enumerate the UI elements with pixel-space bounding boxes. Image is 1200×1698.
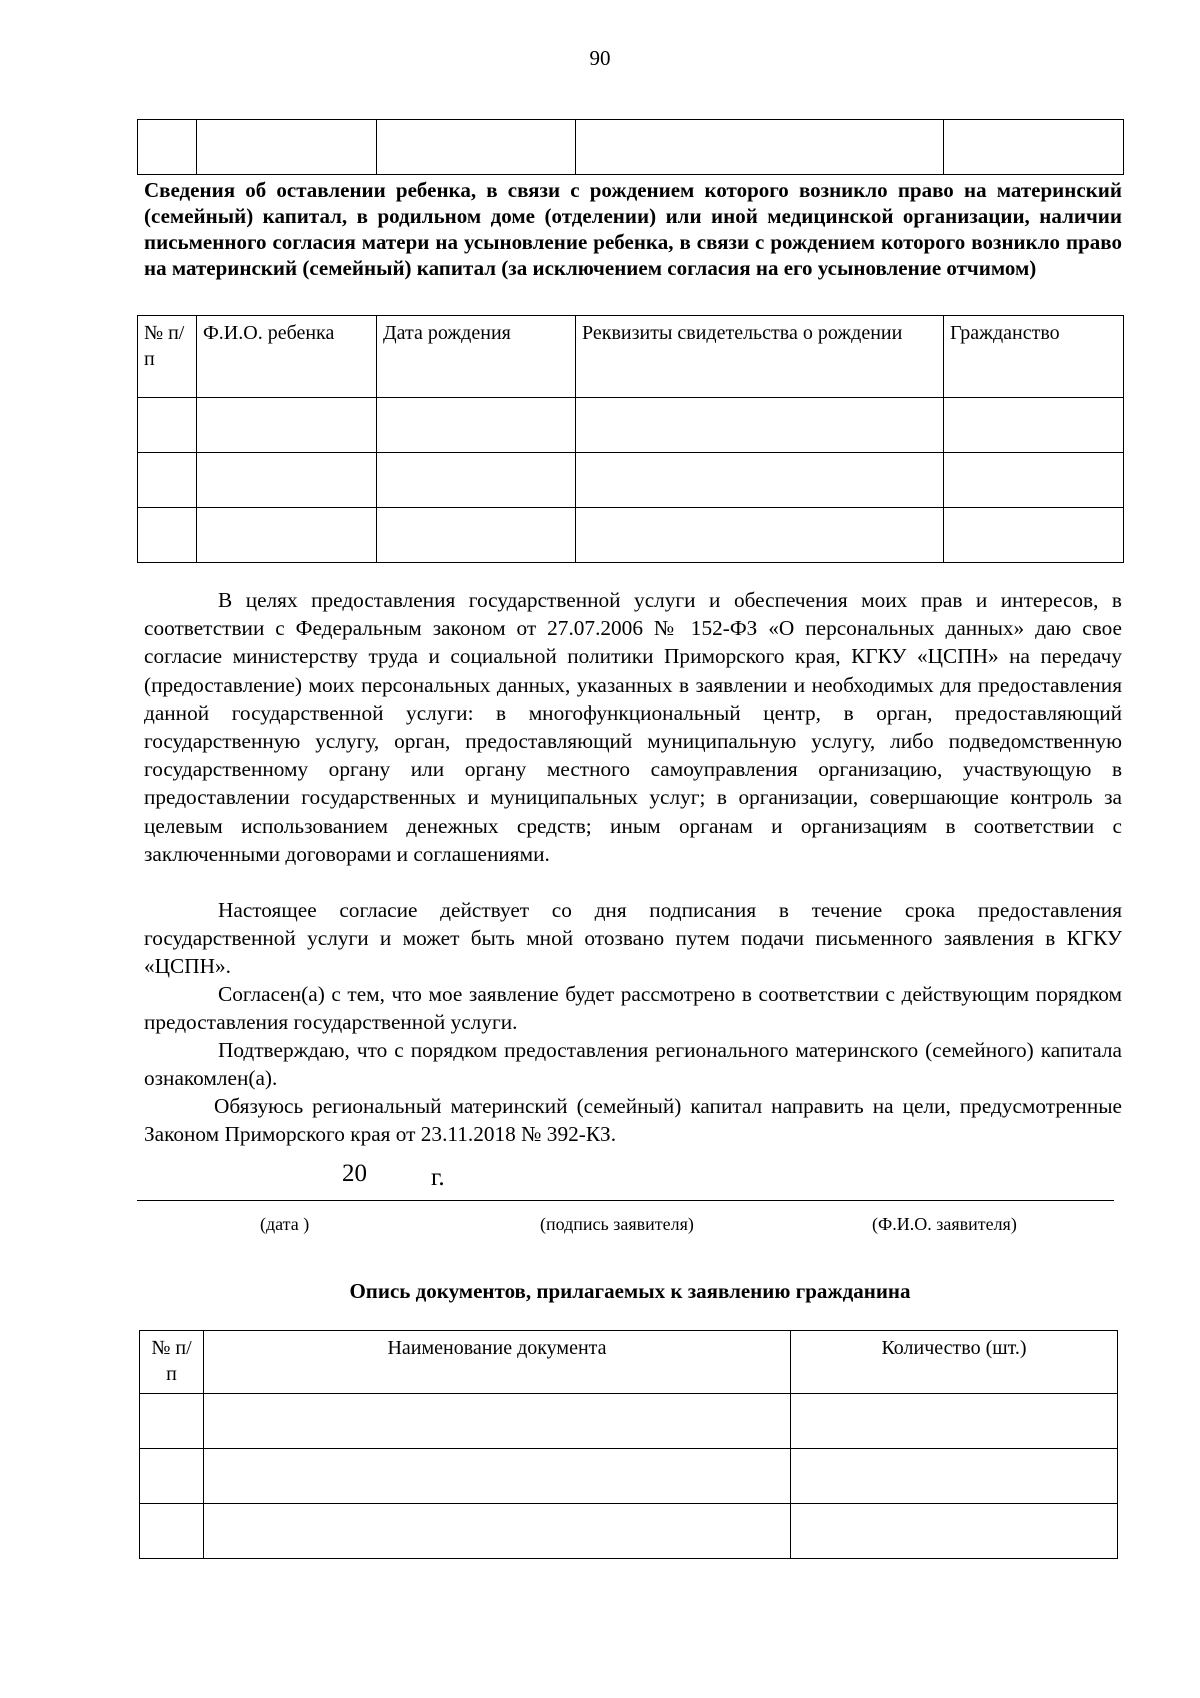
- table-cell: [377, 508, 576, 563]
- table-cell: [944, 453, 1124, 508]
- table-row: [140, 1449, 1118, 1504]
- table-cell: [576, 398, 944, 453]
- date-label: (дата ): [260, 1214, 310, 1234]
- table-cell: [138, 453, 197, 508]
- column-header-number: № п/п: [140, 1331, 204, 1394]
- table-cell: [944, 120, 1124, 175]
- acknowledgement-paragraph: Подтверждаю, что с порядком предоставления регионального материнского (семейного) капитала ознакомлен(а).: [144, 1038, 1122, 1091]
- table-row: [138, 120, 1124, 175]
- inventory-table: [139, 1330, 1118, 1559]
- table-cell: [576, 453, 944, 508]
- column-header-quantity: Количество (шт.): [791, 1331, 1118, 1394]
- column-header-birth-certificate: Реквизиты свидетельства о рождении: [576, 316, 944, 398]
- column-header-number: № п/п: [138, 316, 197, 398]
- signature-line: [137, 1200, 1114, 1201]
- table-row: [138, 508, 1124, 563]
- year-prefix: 20: [342, 1160, 367, 1187]
- table-cell: [140, 1504, 204, 1559]
- table-cell: [197, 508, 377, 563]
- table-cell: [377, 453, 576, 508]
- table-cell: [197, 398, 377, 453]
- table-cell: [197, 120, 377, 175]
- column-header-citizenship: Гражданство: [944, 316, 1124, 398]
- table-cell: [138, 398, 197, 453]
- column-header-document-name: Наименование документа: [204, 1331, 791, 1394]
- signature-label: (подпись заявителя): [540, 1214, 694, 1234]
- table-row: [140, 1394, 1118, 1449]
- table-header-row: [140, 1331, 1118, 1394]
- obligation-paragraph: Обязуюсь региональный материнский (семейный) капитал направить на цели, предусмотренные Законом Приморского края от 23.11.2018 № 392-КЗ.: [144, 1094, 1122, 1147]
- table-cell: [944, 398, 1124, 453]
- table-cell: [576, 508, 944, 563]
- column-header-birth-date: Дата рождения: [377, 316, 576, 398]
- inventory-title: Опись документов, прилагаемых к заявлению гражданина: [349, 1279, 911, 1303]
- table-cell: [140, 1394, 204, 1449]
- table-cell: [140, 1449, 204, 1504]
- consent-validity-paragraph: Настоящее согласие действует со дня подписания в течение срока предоставления государственной услуги и может быть мной отозвано путем подачи письменного заявления в КГКУ «ЦСПН».: [144, 898, 1122, 979]
- table-cell: [791, 1394, 1118, 1449]
- table-cell: [138, 508, 197, 563]
- table-cell: [576, 120, 944, 175]
- table-header-row: [138, 316, 1124, 398]
- table-cell: [204, 1394, 791, 1449]
- child-info-table: [137, 315, 1124, 563]
- applicant-name-label: (Ф.И.О. заявителя): [872, 1214, 1017, 1234]
- agreement-paragraph: Согласен(а) с тем, что мое заявление будет рассмотрено в соответствии с действующим порядком предоставления государственной услуги.: [144, 982, 1122, 1035]
- column-header-child-name: Ф.И.О. ребенка: [197, 316, 377, 398]
- table-cell: [791, 1449, 1118, 1504]
- table-cell: [791, 1504, 1118, 1559]
- table-cell: [204, 1504, 791, 1559]
- table-row: [138, 453, 1124, 508]
- table-row: [138, 398, 1124, 453]
- consent-paragraph: В целях предоставления государственной услуги и обеспечения моих прав и интересов, в соответствии с Федеральным законом от 27.07.2006 № 152-ФЗ «О персональных данных» даю свое согласие министерству труда и социальной политики Приморского края, КГКУ «ЦСПН» на передачу (предоставление) моих персональных данных, указанных в заявлении и необходимых для предоставления данной государственной услуги: в многофункциональный центр, в орган, предоставляющий государственную услугу, орган, предоставляющий муниципальную услугу, либо подведомственную государственному органу или органу местного самоуправления организацию, участвующую в предоставлении государственных и муниципальных услуг; в организации, совершающие контроль за целевым использованием денежных средств; иным органам и организациям в соответствии с заключенными договорами и соглашениями.: [144, 588, 1122, 866]
- continued-table: [137, 119, 1124, 175]
- table-cell: [944, 508, 1124, 563]
- table-cell: [377, 120, 576, 175]
- table-row: [140, 1504, 1118, 1559]
- table-cell: [138, 120, 197, 175]
- year-suffix: г.: [431, 1164, 445, 1191]
- section-heading: Сведения об оставлении ребенка, в связи с рождением которого возникло право на материнский (семейный) капитал, в родильном доме (отделении) или иной медицинской организации, наличии письменного согласия матери на усыновление ребенка, в связи с рождением которого возникло право на материнский (семейный) капитал (за исключением согласия на его усыновление отчимом): [144, 178, 1122, 280]
- page-number: 90: [589, 46, 611, 70]
- table-cell: [197, 453, 377, 508]
- table-cell: [204, 1449, 791, 1504]
- table-cell: [377, 398, 576, 453]
